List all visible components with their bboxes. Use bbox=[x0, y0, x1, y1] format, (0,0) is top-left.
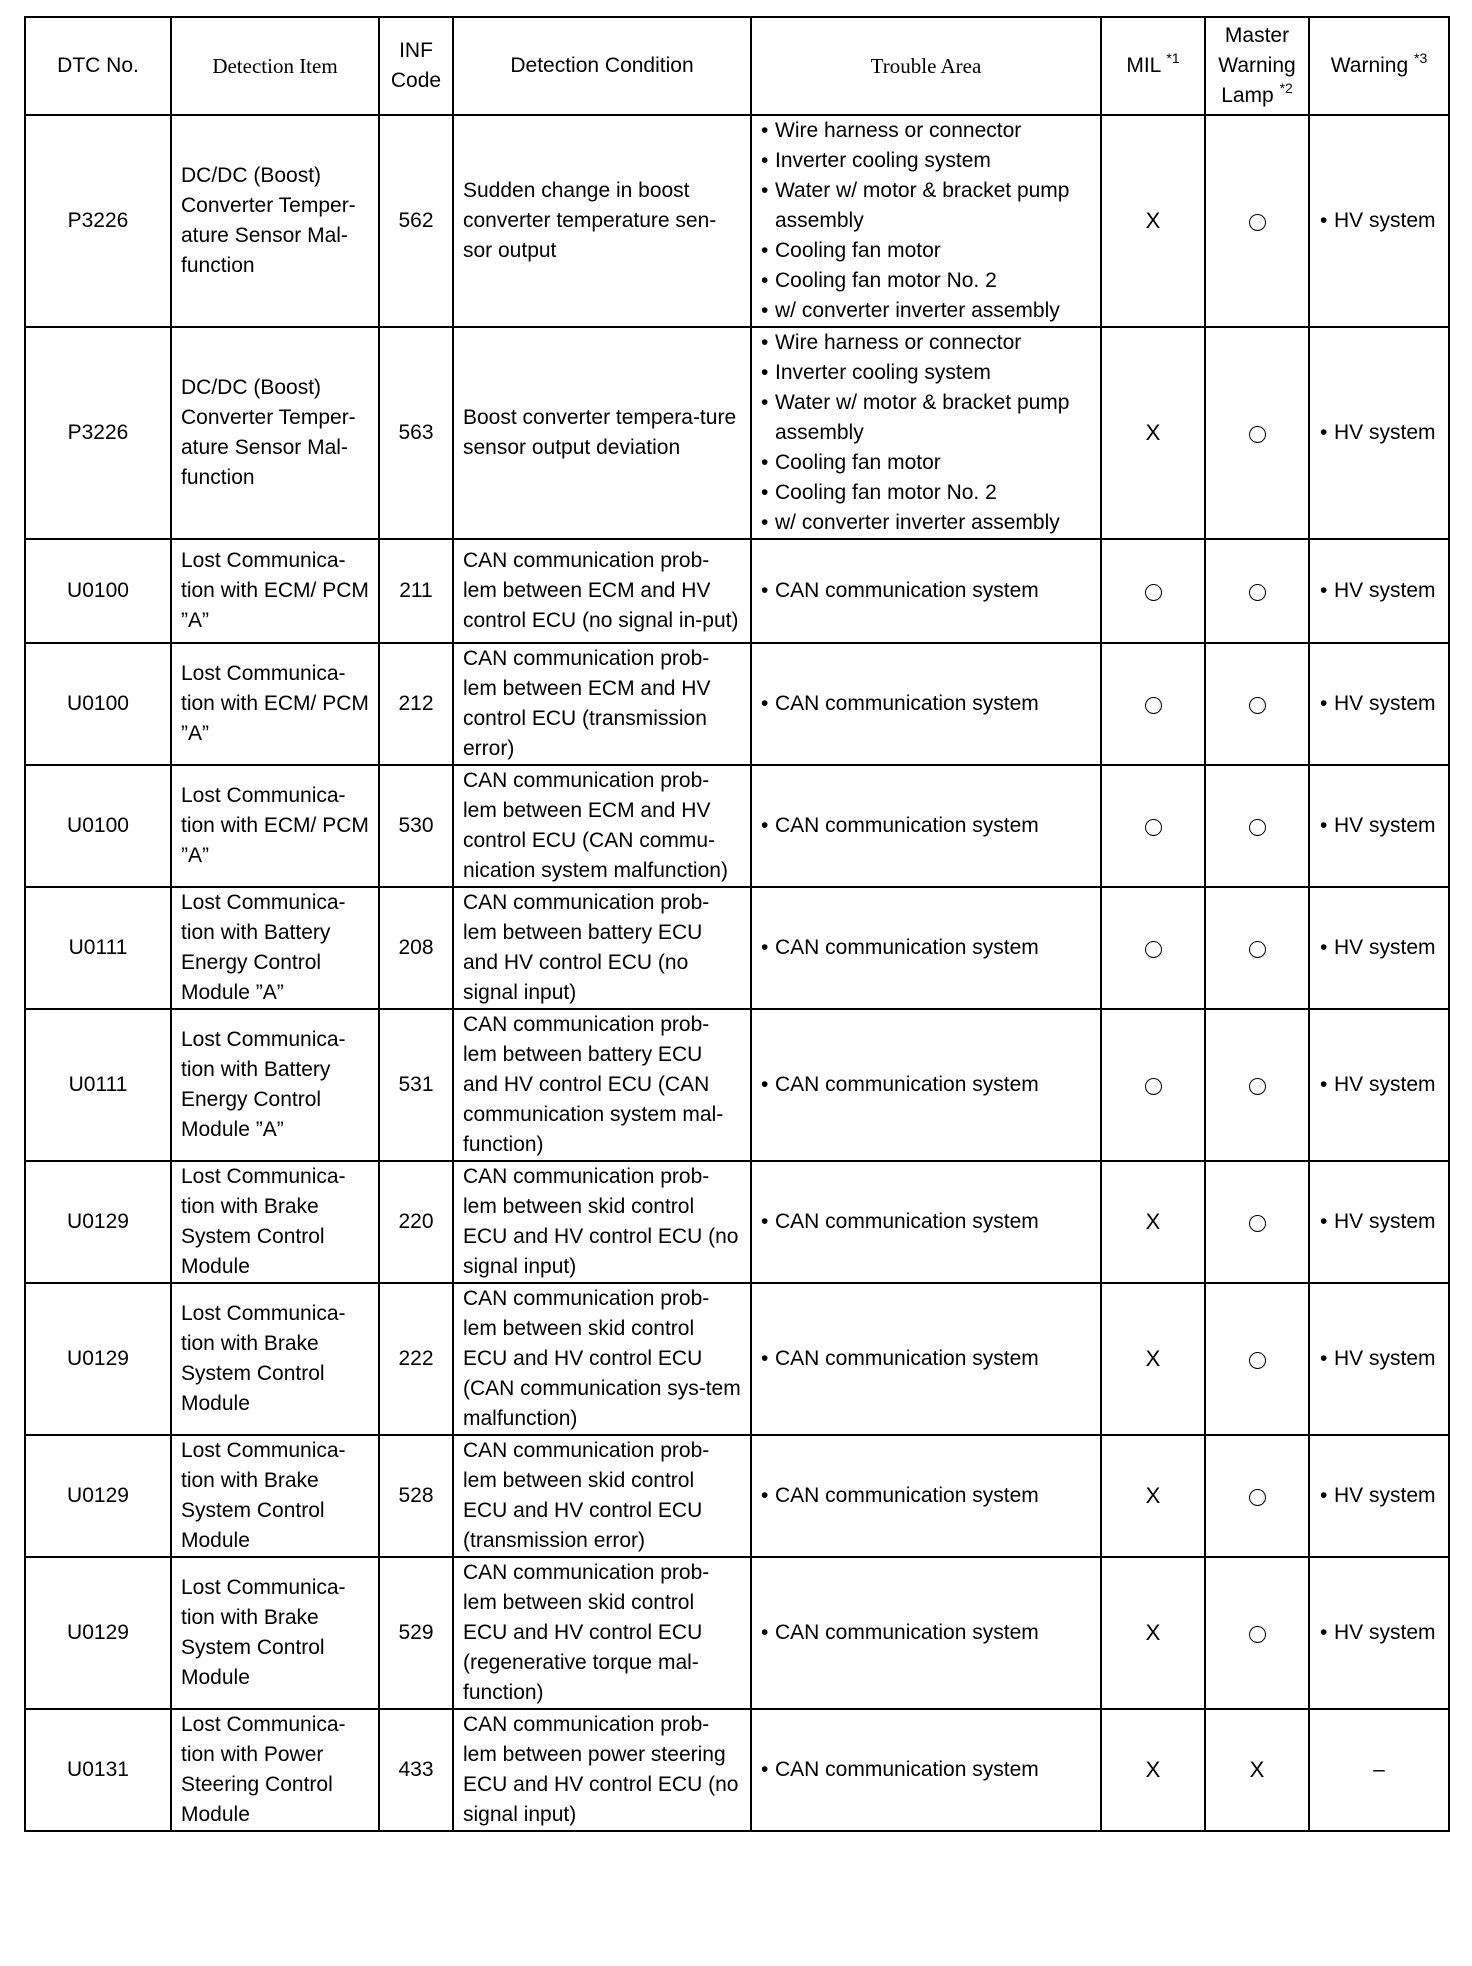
circle-mark-icon bbox=[1249, 819, 1266, 836]
circle-mark-icon bbox=[1145, 584, 1162, 601]
detection-condition-cell: CAN communication prob-lem between skid control ECU and HV control ECU (transmission error) bbox=[453, 1435, 751, 1557]
table-row bbox=[25, 539, 1449, 643]
trouble-area-item: • w/ converter inverter assembly bbox=[760, 508, 1091, 538]
detection-condition-cell: CAN communication prob-lem between skid control ECU and HV control ECU (no signal input) bbox=[453, 1161, 751, 1283]
trouble-area-item: • CAN communication system bbox=[760, 576, 1091, 606]
trouble-area-list bbox=[760, 1618, 1091, 1648]
dtc-code-cell: P3226 bbox=[25, 115, 171, 327]
detection-condition-cell: CAN communication prob-lem between battery ECU and HV control ECU (no signal input) bbox=[453, 887, 751, 1009]
mil-cell bbox=[1101, 1435, 1205, 1557]
trouble-area-item: • Wire harness or connector bbox=[760, 328, 1091, 358]
table-row bbox=[25, 1009, 1449, 1161]
inf-code-cell: 563 bbox=[379, 327, 453, 539]
master-warning-lamp-cell bbox=[1205, 1709, 1309, 1831]
trouble-area-item: • CAN communication system bbox=[760, 811, 1091, 841]
inf-code-cell: 212 bbox=[379, 643, 453, 765]
master-warning-lamp-cell bbox=[1205, 1557, 1309, 1709]
inf-code-cell: 220 bbox=[379, 1161, 453, 1283]
detection-item-cell: Lost Communica-tion with ECM/ PCM ”A” bbox=[171, 765, 379, 887]
warning-cell bbox=[1309, 1283, 1449, 1435]
detection-condition-cell: Boost converter tempera-ture sensor output deviation bbox=[453, 327, 751, 539]
detection-item-cell: DC/DC (Boost) Converter Temper-ature Sensor Mal-function bbox=[171, 115, 379, 327]
trouble-area-item: • CAN communication system bbox=[760, 1481, 1091, 1511]
x-mark: X bbox=[1145, 1757, 1161, 1782]
trouble-area-list bbox=[760, 116, 1091, 326]
detection-condition-cell: CAN communication prob-lem between ECM and HV control ECU (CAN commu-nication system malfunction) bbox=[453, 765, 751, 887]
inf-code-cell: 528 bbox=[379, 1435, 453, 1557]
inf-code-cell: 222 bbox=[379, 1283, 453, 1435]
x-mark: X bbox=[1145, 208, 1161, 233]
mil-cell bbox=[1101, 765, 1205, 887]
trouble-area-item: • CAN communication system bbox=[760, 1755, 1091, 1785]
warning-cell bbox=[1309, 1709, 1449, 1831]
circle-mark-icon bbox=[1249, 426, 1266, 443]
master-warning-lamp-cell bbox=[1205, 1161, 1309, 1283]
header-detection-item: Detection Item bbox=[171, 17, 379, 115]
trouble-area-cell bbox=[751, 1435, 1101, 1557]
header-dtc-no: DTC No. bbox=[25, 17, 171, 115]
detection-item-cell: Lost Communica-tion with Brake System Control Module bbox=[171, 1161, 379, 1283]
mil-cell bbox=[1101, 887, 1205, 1009]
trouble-area-item: • CAN communication system bbox=[760, 1207, 1091, 1237]
trouble-area-list bbox=[760, 1481, 1091, 1511]
master-warning-lamp-cell bbox=[1205, 643, 1309, 765]
warning-text: HV system bbox=[1334, 421, 1436, 444]
detection-condition-cell: CAN communication prob-lem between ECM and HV control ECU (no signal in-put) bbox=[453, 539, 751, 643]
circle-mark-icon bbox=[1249, 941, 1266, 958]
trouble-area-cell bbox=[751, 327, 1101, 539]
circle-mark-icon bbox=[1249, 1352, 1266, 1369]
trouble-area-item: • Water w/ motor & bracket pump assembly bbox=[760, 388, 1091, 448]
detection-condition-cell: CAN communication prob-lem between ECM and HV control ECU (transmission error) bbox=[453, 643, 751, 765]
detection-item-cell: Lost Communica-tion with Brake System Control Module bbox=[171, 1557, 379, 1709]
header-warning: Warning $^{*3}$ bbox=[1309, 17, 1449, 115]
dtc-code-cell: U0129 bbox=[25, 1161, 171, 1283]
detection-item-cell: DC/DC (Boost) Converter Temper-ature Sensor Mal-function bbox=[171, 327, 379, 539]
circle-mark-icon bbox=[1249, 697, 1266, 714]
dtc-code-cell: U0111 bbox=[25, 1009, 171, 1161]
dtc-code-cell: U0100 bbox=[25, 643, 171, 765]
dtc-code-cell: U0131 bbox=[25, 1709, 171, 1831]
warning-text: HV system bbox=[1334, 1073, 1436, 1096]
trouble-area-item: • Inverter cooling system bbox=[760, 146, 1091, 176]
warning-text: HV system bbox=[1334, 579, 1436, 602]
master-warning-lamp-cell bbox=[1205, 1009, 1309, 1161]
inf-code-cell: 562 bbox=[379, 115, 453, 327]
mil-cell bbox=[1101, 1161, 1205, 1283]
dtc-code-cell: U0111 bbox=[25, 887, 171, 1009]
circle-mark-icon bbox=[1249, 584, 1266, 601]
trouble-area-item: • CAN communication system bbox=[760, 1344, 1091, 1374]
detection-item-cell: Lost Communica-tion with Power Steering Control Module bbox=[171, 1709, 379, 1831]
dtc-code-cell: U0100 bbox=[25, 765, 171, 887]
warning-cell bbox=[1309, 1435, 1449, 1557]
trouble-area-item: • Cooling fan motor bbox=[760, 236, 1091, 266]
master-warning-lamp-cell bbox=[1205, 115, 1309, 327]
dtc-code-cell: U0129 bbox=[25, 1435, 171, 1557]
warning-text: HV system bbox=[1334, 936, 1436, 959]
warning-cell bbox=[1309, 1009, 1449, 1161]
trouble-area-cell bbox=[751, 1709, 1101, 1831]
detection-condition-cell: CAN communication prob-lem between power steering ECU and HV control ECU (no signal input) bbox=[453, 1709, 751, 1831]
trouble-area-list bbox=[760, 1070, 1091, 1100]
master-warning-lamp-cell bbox=[1205, 765, 1309, 887]
trouble-area-item: • Cooling fan motor bbox=[760, 448, 1091, 478]
inf-code-cell: 208 bbox=[379, 887, 453, 1009]
trouble-area-list bbox=[760, 811, 1091, 841]
trouble-area-cell bbox=[751, 1283, 1101, 1435]
table-row bbox=[25, 115, 1449, 327]
inf-code-cell: 529 bbox=[379, 1557, 453, 1709]
header-detection-condition: Detection Condition bbox=[453, 17, 751, 115]
table-header-row bbox=[25, 17, 1449, 115]
trouble-area-item: • CAN communication system bbox=[760, 1070, 1091, 1100]
table-row bbox=[25, 887, 1449, 1009]
warning-cell bbox=[1309, 327, 1449, 539]
trouble-area-list bbox=[760, 1755, 1091, 1785]
trouble-area-list bbox=[760, 933, 1091, 963]
circle-mark-icon bbox=[1249, 1215, 1266, 1232]
detection-item-cell: Lost Communica-tion with Brake System Control Module bbox=[171, 1435, 379, 1557]
detection-item-cell: Lost Communica-tion with Brake System Control Module bbox=[171, 1283, 379, 1435]
warning-text: HV system bbox=[1334, 1210, 1436, 1233]
mil-cell bbox=[1101, 1557, 1205, 1709]
mil-cell bbox=[1101, 539, 1205, 643]
table-row bbox=[25, 327, 1449, 539]
x-mark: X bbox=[1145, 1483, 1161, 1508]
circle-mark-icon bbox=[1145, 819, 1162, 836]
circle-mark-icon bbox=[1249, 1078, 1266, 1095]
detection-item-cell: Lost Communica-tion with Battery Energy Control Module ”A” bbox=[171, 887, 379, 1009]
mil-cell bbox=[1101, 1009, 1205, 1161]
master-warning-lamp-cell bbox=[1205, 887, 1309, 1009]
mil-cell bbox=[1101, 115, 1205, 327]
mil-cell bbox=[1101, 327, 1205, 539]
detection-item-cell: Lost Communica-tion with ECM/ PCM ”A” bbox=[171, 539, 379, 643]
trouble-area-item: • CAN communication system bbox=[760, 689, 1091, 719]
trouble-area-list bbox=[760, 1207, 1091, 1237]
x-mark: X bbox=[1145, 1209, 1161, 1234]
header-trouble-area: Trouble Area bbox=[751, 17, 1101, 115]
table-body bbox=[25, 115, 1449, 1831]
trouble-area-cell bbox=[751, 1161, 1101, 1283]
trouble-area-cell bbox=[751, 887, 1101, 1009]
trouble-area-item: • Cooling fan motor No. 2 bbox=[760, 478, 1091, 508]
dtc-code-cell: U0129 bbox=[25, 1283, 171, 1435]
warning-text: HV system bbox=[1334, 1484, 1436, 1507]
trouble-area-cell bbox=[751, 643, 1101, 765]
inf-code-cell: 531 bbox=[379, 1009, 453, 1161]
detection-condition-cell: CAN communication prob-lem between skid control ECU and HV control ECU (regenerative torque mal-function) bbox=[453, 1557, 751, 1709]
warning-cell bbox=[1309, 1557, 1449, 1709]
header-mil: MIL $^{*1}$ bbox=[1101, 17, 1205, 115]
circle-mark-icon bbox=[1249, 214, 1266, 231]
trouble-area-list bbox=[760, 689, 1091, 719]
warning-none: – bbox=[1373, 1758, 1385, 1781]
circle-mark-icon bbox=[1249, 1489, 1266, 1506]
master-warning-lamp-cell bbox=[1205, 1283, 1309, 1435]
circle-mark-icon bbox=[1145, 1078, 1162, 1095]
detection-condition-cell: CAN communication prob-lem between skid control ECU and HV control ECU (CAN communication sys-tem malfunction) bbox=[453, 1283, 751, 1435]
header-master-warning-lamp: Master Warning Lamp $^{*2}$ bbox=[1205, 17, 1309, 115]
detection-item-cell: Lost Communica-tion with Battery Energy Control Module ”A” bbox=[171, 1009, 379, 1161]
trouble-area-item: • w/ converter inverter assembly bbox=[760, 296, 1091, 326]
warning-text: HV system bbox=[1334, 209, 1436, 232]
trouble-area-cell bbox=[751, 1557, 1101, 1709]
detection-item-cell: Lost Communica-tion with ECM/ PCM ”A” bbox=[171, 643, 379, 765]
dtc-code-cell: U0129 bbox=[25, 1557, 171, 1709]
warning-cell bbox=[1309, 887, 1449, 1009]
trouble-area-list bbox=[760, 1344, 1091, 1374]
warning-cell bbox=[1309, 1161, 1449, 1283]
inf-code-cell: 211 bbox=[379, 539, 453, 643]
trouble-area-cell bbox=[751, 765, 1101, 887]
inf-code-cell: 433 bbox=[379, 1709, 453, 1831]
master-warning-lamp-cell bbox=[1205, 539, 1309, 643]
master-warning-lamp-cell bbox=[1205, 327, 1309, 539]
warning-cell bbox=[1309, 765, 1449, 887]
x-mark: X bbox=[1145, 1620, 1161, 1645]
mil-cell bbox=[1101, 1283, 1205, 1435]
warning-cell bbox=[1309, 115, 1449, 327]
trouble-area-cell bbox=[751, 539, 1101, 643]
warning-text: HV system bbox=[1334, 1347, 1436, 1370]
dtc-code-cell: U0100 bbox=[25, 539, 171, 643]
warning-text: HV system bbox=[1334, 1621, 1436, 1644]
trouble-area-item: • CAN communication system bbox=[760, 933, 1091, 963]
trouble-area-item: • Inverter cooling system bbox=[760, 358, 1091, 388]
table-row bbox=[25, 1709, 1449, 1831]
warning-text: HV system bbox=[1334, 692, 1436, 715]
circle-mark-icon bbox=[1145, 941, 1162, 958]
table-row bbox=[25, 643, 1449, 765]
dtc-code-cell: P3226 bbox=[25, 327, 171, 539]
table-row bbox=[25, 1435, 1449, 1557]
trouble-area-item: • Wire harness or connector bbox=[760, 116, 1091, 146]
circle-mark-icon bbox=[1145, 697, 1162, 714]
trouble-area-cell bbox=[751, 1009, 1101, 1161]
trouble-area-item: • Water w/ motor & bracket pump assembly bbox=[760, 176, 1091, 236]
table-row bbox=[25, 1557, 1449, 1709]
x-mark: X bbox=[1145, 1346, 1161, 1371]
inf-code-cell: 530 bbox=[379, 765, 453, 887]
header-inf-code: INF Code bbox=[379, 17, 453, 115]
trouble-area-item: • Cooling fan motor No. 2 bbox=[760, 266, 1091, 296]
warning-text: HV system bbox=[1334, 814, 1436, 837]
trouble-area-list bbox=[760, 576, 1091, 606]
mil-cell bbox=[1101, 1709, 1205, 1831]
warning-cell bbox=[1309, 643, 1449, 765]
detection-condition-cell: Sudden change in boost converter temperature sen-sor output bbox=[453, 115, 751, 327]
trouble-area-list bbox=[760, 328, 1091, 538]
trouble-area-cell bbox=[751, 115, 1101, 327]
table-row bbox=[25, 765, 1449, 887]
detection-condition-cell: CAN communication prob-lem between battery ECU and HV control ECU (CAN communication system mal-function) bbox=[453, 1009, 751, 1161]
dtc-table bbox=[24, 16, 1450, 1832]
table-row bbox=[25, 1283, 1449, 1435]
circle-mark-icon bbox=[1249, 1626, 1266, 1643]
x-mark: X bbox=[1249, 1757, 1265, 1782]
master-warning-lamp-cell bbox=[1205, 1435, 1309, 1557]
trouble-area-item: • CAN communication system bbox=[760, 1618, 1091, 1648]
warning-cell bbox=[1309, 539, 1449, 643]
table-row bbox=[25, 1161, 1449, 1283]
x-mark: X bbox=[1145, 420, 1161, 445]
mil-cell bbox=[1101, 643, 1205, 765]
